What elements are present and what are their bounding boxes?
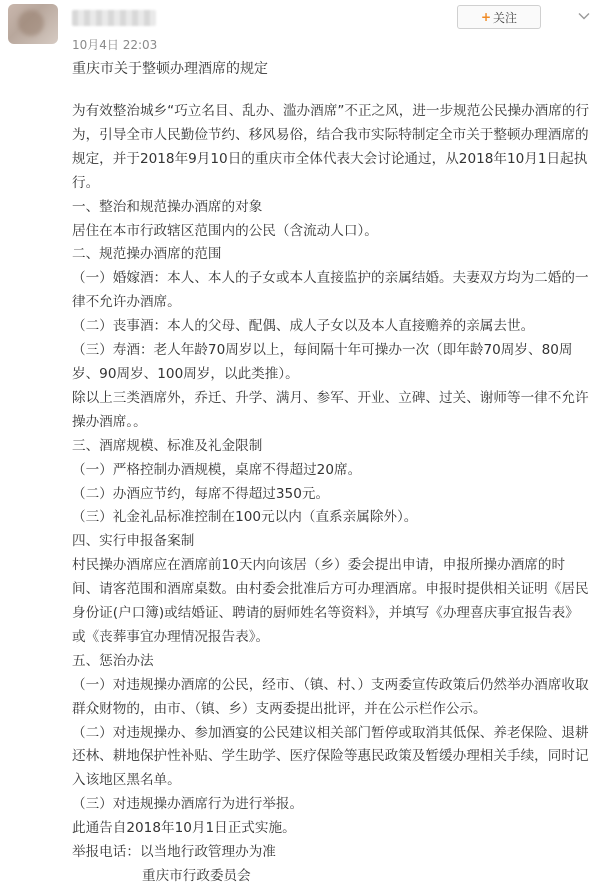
paragraph: （三）礼金礼品标准控制在100元以内（直系亲属除外）。 bbox=[72, 509, 418, 526]
paragraph: （二）对违规操办、参加酒宴的公民建议相关部门暂停或取消其低保、养老保险、退耕还林、耕地保护性补贴、学生助学、医疗保险等惠民政策及暂缓办理相关手续，同时记入该地区黑名单。 bbox=[72, 724, 589, 789]
heading-section-5: 五、惩治办法 bbox=[72, 652, 154, 669]
paragraph: （一）婚嫁酒：本人、本人的子女或本人直接监护的亲属结婚。夫妻双方均为二婚的一律不允许办酒席。 bbox=[72, 270, 589, 311]
follow-button-label: 关注 bbox=[493, 10, 518, 25]
chevron-down-icon[interactable] bbox=[578, 12, 590, 20]
paragraph: （二）丧事酒：本人的父母、配偶、成人子女以及本人直接赡养的亲属去世。 bbox=[72, 318, 535, 335]
paragraph: 此通告自2018年10月1日正式实施。 bbox=[72, 820, 296, 837]
paragraph: （一）严格控制办酒规模，桌席不得超过20席。 bbox=[72, 461, 362, 478]
paragraph: （二）办酒应节约，每席不得超过350元。 bbox=[72, 485, 330, 502]
paragraph-intro: 为有效整治城乡“巧立名目、乱办、滥办酒席”不正之风，进一步规范公民操办酒席的行为，引导全市人民勤俭节约、移风易俗，结合我市实际特制定全市关于整顿办理酒席的规定，并于2018年9月10日的重庆市全体代表大会讨论通过，从2018年10月1日起执行。 bbox=[72, 103, 590, 191]
heading-section-4: 四、实行申报备案制 bbox=[72, 533, 195, 550]
paragraph: （三）寿酒：老人年龄70周岁以上，每间隔十年可操办一次（即年龄70周岁、80周岁、90周岁、100周岁，以此类推）。 bbox=[72, 342, 573, 382]
avatar[interactable] bbox=[8, 4, 58, 44]
heading-section-3: 三、酒席规模、标准及礼金限制 bbox=[72, 437, 263, 454]
paragraph: 举报电话：以当地行政管理办为准 bbox=[72, 844, 276, 861]
paragraph: （三）对违规操办酒席行为进行举报。 bbox=[72, 796, 304, 813]
post-timestamp[interactable]: 10月4日 22:03 bbox=[72, 38, 158, 52]
username-blurred[interactable] bbox=[72, 10, 156, 26]
signature: 重庆市行政委员会 bbox=[142, 868, 251, 884]
paragraph: 村民操办酒席应在酒席前10天内向该居（乡）委会提出申请，申报所操办酒席的时间、请客范围和酒席桌数。由村委会批准后方可办理酒席。申报时提供相关证明《居民身份证(户口簿)或结婚证、聘请的厨师姓名等资料》，并填写《办理喜庆事宜报告表》或《丧葬事宜办理情况报告表》。 bbox=[72, 557, 589, 645]
post-body bbox=[72, 100, 592, 889]
heading-section-1: 一、整治和规范操办酒席的对象 bbox=[72, 198, 263, 215]
paragraph: 居住在本市行政辖区范围内的公民（含流动人口）。 bbox=[72, 222, 378, 239]
paragraph: （一）对违规操办酒席的公民，经市、（镇、村、）支两委宣传政策后仍然举办酒席收取群众财物的，由市、（镇、乡）支两委提出批评，并在公示栏作公示。 bbox=[72, 676, 589, 717]
plus-icon: + bbox=[480, 10, 492, 24]
follow-button[interactable] bbox=[457, 5, 541, 29]
post-title: 重庆市关于整顿办理酒席的规定 bbox=[72, 61, 268, 77]
heading-section-2: 二、规范操办酒席的范围 bbox=[72, 246, 222, 263]
paragraph: 除以上三类酒席外，乔迁、升学、满月、参军、开业、立碑、过关、谢师等一律不允许操办酒席。。 bbox=[72, 389, 589, 430]
